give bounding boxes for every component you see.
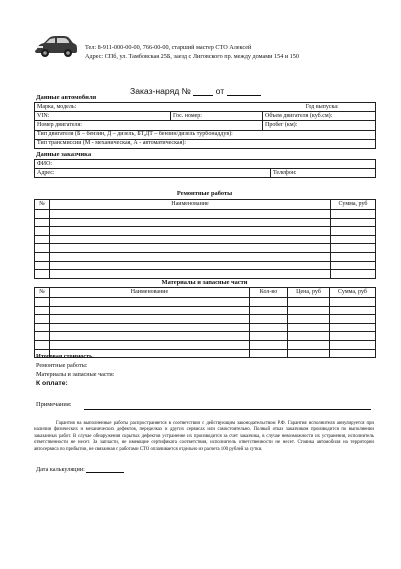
plate-cell[interactable]: Гос. номер:	[171, 112, 263, 121]
order-title-text: Заказ-наряд №	[130, 86, 191, 96]
totals-works-label: Ремонтные работы:	[36, 362, 88, 369]
table-row[interactable]	[35, 315, 376, 324]
engine-volume-cell[interactable]: Объем двигателя (куб.см):	[263, 112, 376, 121]
vehicle-section-title: Данные автомобиля	[36, 94, 97, 101]
vehicle-table	[34, 102, 376, 149]
car-icon	[34, 34, 78, 58]
phone-line: Тел: 8-911-000-00-00, 766-00-00, старший мастер СТО Алексей	[85, 44, 252, 51]
calc-date-label: Дата калькуляции:	[36, 466, 85, 473]
table-row[interactable]	[35, 252, 376, 261]
customer-table	[34, 159, 376, 178]
table-row[interactable]	[35, 244, 376, 253]
table-row	[35, 169, 376, 178]
parts-table	[34, 287, 376, 358]
table-row[interactable]	[35, 261, 376, 270]
make-model-cell[interactable]: Марка, модель:	[35, 103, 304, 112]
col-header: Сумма, руб	[330, 288, 376, 298]
table-row	[35, 130, 376, 139]
works-table	[34, 199, 376, 279]
customer-section-title: Данные заказчика	[36, 151, 92, 158]
table-row	[35, 121, 376, 130]
engine-number-cell[interactable]: Номер двигателя:	[35, 121, 263, 130]
vin-cell[interactable]: VIN:	[35, 112, 171, 121]
col-header: №	[35, 288, 50, 298]
table-row	[35, 139, 376, 148]
table-row[interactable]	[35, 298, 376, 307]
transmission-cell[interactable]: Тип трансмиссии (М - механическая, А - автоматическая):	[35, 139, 376, 148]
contact-info	[85, 43, 299, 61]
totals-to-pay-label: К оплате:	[36, 380, 68, 387]
table-row[interactable]	[35, 306, 376, 315]
totals-title: Итоговая стоимость.	[36, 353, 94, 360]
address-line: Адрес: СПб, ул. Тамбовская 25Б, заезд с Лиговского пр. между домами 154 и 150	[85, 53, 299, 60]
calc-date	[36, 464, 124, 473]
customer-phone-cell[interactable]: Телефон:	[271, 169, 376, 178]
table-row	[35, 160, 376, 169]
order-date-field[interactable]	[227, 87, 261, 96]
parts-title: Материалы и запасные части	[161, 279, 248, 286]
customer-name-cell[interactable]: ФИО:	[35, 160, 376, 169]
works-title: Ремонтные работы	[176, 190, 233, 197]
notes-label: Примечания:	[36, 401, 72, 408]
order-number-field[interactable]	[193, 87, 213, 96]
table-row[interactable]	[35, 332, 376, 341]
col-header: Наименование	[50, 200, 331, 210]
totals-block	[36, 352, 114, 388]
table-row	[35, 112, 376, 121]
order-title	[130, 86, 261, 96]
order-from-label: от	[215, 86, 225, 96]
engine-type-cell[interactable]: Тип двигателя (Б – бензин, Д – дизель, БТ,ДТ – бензин/дизель турбонаддув):	[35, 130, 376, 139]
col-header: Кол-во	[250, 288, 288, 298]
customer-address-cell[interactable]: Адрес:	[35, 169, 271, 178]
table-row[interactable]	[35, 323, 376, 332]
mileage-cell[interactable]: Пробег (км):	[263, 121, 376, 130]
col-header: Цена, руб	[288, 288, 330, 298]
warranty-text: Гарантия на выполненные работы распространяется в соответствии с действующим законодательством Р.Ф. Гарантия исполнителя аннулируется при наличии физических и механических дефектов, переделках и других сервисах или самостоятельно. Полный отказ заказчиком производится по выполнении заказанных работ. В случае обнаружения скрытых дефектов устранение их производится за счет заказчика, в случае невозможности их устранения, исполнитель ответственности не несет. За запчасти, не имеющие сертификата соответствия, исполнитель ответственности не несет. Стоянка автомобиля на территории автосервиса по прибытии, не связанная с работами СТО оплачивается отдельно из расчета 100 рублей за сутки.	[34, 421, 374, 452]
table-row	[35, 103, 376, 112]
totals-parts-label: Материалы и запасные части:	[36, 371, 115, 378]
col-header: №	[35, 200, 50, 210]
table-row[interactable]	[35, 270, 376, 279]
table-row[interactable]	[35, 210, 376, 219]
table-row[interactable]	[35, 235, 376, 244]
table-header-row	[35, 200, 376, 210]
col-header: Сумма, руб	[331, 200, 376, 210]
calc-date-field[interactable]	[86, 464, 124, 473]
year-cell[interactable]: Год выпуска:	[304, 103, 376, 112]
table-row[interactable]	[35, 218, 376, 227]
table-row[interactable]	[35, 227, 376, 236]
table-header-row	[35, 288, 376, 298]
table-row[interactable]	[35, 340, 376, 349]
col-header: Наименование	[50, 288, 250, 298]
notes-field[interactable]	[84, 409, 371, 410]
